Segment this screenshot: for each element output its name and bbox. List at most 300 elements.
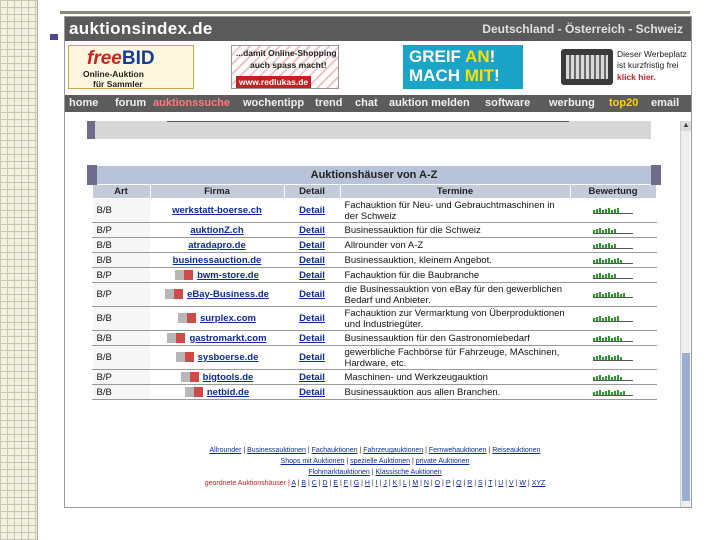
rating-bar (602, 392, 604, 395)
company-logo-icon (167, 333, 185, 343)
rating-bar (623, 391, 625, 395)
cell-bewertung (570, 346, 656, 370)
search-panel-rule (167, 121, 569, 122)
alphabet-link[interactable]: Q (456, 480, 462, 487)
rating-bar (596, 259, 598, 263)
alphabet-link[interactable]: O (434, 480, 441, 487)
company-link[interactable]: businessauction.de (172, 254, 262, 266)
company-logo-icon (176, 352, 194, 362)
nav-chat[interactable]: chat (355, 97, 378, 109)
table-row (92, 385, 656, 400)
company-link[interactable]: bwm-store.de (197, 269, 259, 281)
col-art: Art (92, 185, 150, 199)
rating-bar (602, 210, 604, 213)
footer-link[interactable]: spezielle Auktionen (350, 458, 411, 465)
rating-bar (593, 230, 595, 233)
rating-bar (605, 274, 607, 278)
nav-home[interactable]: home (69, 97, 99, 109)
alphabet-link[interactable]: F (343, 480, 348, 487)
company-logo-icon (175, 270, 193, 280)
cell-termine: Fachauktion zur Vermarktung von Überproduktionen und Industriegüter. (340, 307, 570, 331)
cell-art: B/B (92, 238, 150, 253)
rating-bar (608, 316, 610, 321)
cell-termine: Businessauktion für die Schweiz (340, 223, 570, 238)
cell-firma (150, 268, 284, 283)
rating-bar (617, 292, 619, 297)
rating-bar (599, 375, 601, 380)
rating-bar (605, 209, 607, 213)
rating-bar (617, 208, 619, 213)
rating-bar (623, 293, 625, 297)
footer-link[interactable]: Reiseauktionen (492, 447, 541, 454)
cell-bewertung (570, 331, 656, 346)
alphabet-link[interactable]: R (467, 480, 473, 487)
cell-termine: Businessauktion für den Gastronomiebedarf (340, 331, 570, 346)
rating-bar (593, 275, 595, 278)
cell-detail (284, 199, 340, 223)
nav-wochentipp[interactable]: wochentipp (243, 97, 305, 109)
rating-bar (605, 244, 607, 248)
werbe-link[interactable]: klick hier. (617, 72, 656, 82)
footer-alphabet-label: geordnete Auktionshäuser | (204, 480, 292, 487)
werbe-line1: Dieser Werbeplatz (617, 49, 687, 59)
company-link[interactable]: surplex.com (200, 313, 256, 324)
rating-bar (605, 356, 607, 360)
alphabet-link[interactable]: G (353, 480, 360, 487)
alphabet-link[interactable]: W (519, 480, 526, 487)
rating-bar (593, 294, 595, 297)
rating-bar (608, 243, 610, 248)
rating-bar (605, 293, 607, 297)
cell-bewertung (570, 385, 656, 400)
rating-bar (599, 390, 601, 395)
company-link[interactable]: eBay-Business.de (187, 289, 269, 300)
cell-detail (284, 283, 340, 307)
cell-art: B/B (92, 253, 150, 268)
table-row (92, 199, 656, 223)
cell-firma (150, 346, 284, 370)
table-row (92, 268, 656, 283)
col-firma: Firma (150, 185, 284, 199)
cell-detail (284, 268, 340, 283)
rating-bar (593, 357, 595, 360)
werbe-line2: ist kurzfristig frei (617, 60, 679, 70)
cell-termine: Allrounder von A-Z (340, 238, 570, 253)
detail-link[interactable]: Detail (299, 289, 325, 300)
rating-bar (608, 355, 610, 360)
ad-redlukas[interactable] (231, 45, 339, 89)
footer-link[interactable]: Klassische Auktionen (375, 469, 442, 476)
alphabet-link[interactable]: L (402, 480, 407, 487)
nav-trend[interactable]: trend (315, 97, 343, 109)
rating-bar (602, 260, 604, 263)
cell-bewertung (570, 238, 656, 253)
cell-detail (284, 385, 340, 400)
alphabet-link[interactable]: D (322, 480, 328, 487)
an-word: AN (465, 47, 490, 66)
rating-bars (593, 240, 633, 250)
ad-banner-row (65, 41, 691, 93)
alphabet-link[interactable]: U (498, 480, 504, 487)
cell-termine: gewerbliche Fachbörse für Fahrzeuge, MAschinen, Hardware, etc. (340, 346, 570, 370)
greif-excl: ! (489, 47, 496, 66)
rating-bar (593, 392, 595, 395)
cell-bewertung (570, 268, 656, 283)
rating-bar (593, 245, 595, 248)
rating-bars (593, 255, 633, 265)
detail-link[interactable]: Detail (299, 352, 325, 363)
alphabet-link[interactable]: T (488, 480, 493, 487)
rating-bar (608, 336, 610, 341)
footer-link[interactable]: Fahrzeugauktionen (363, 447, 424, 454)
cell-art: B/B (92, 331, 150, 346)
rating-bar (620, 357, 622, 360)
footer-link[interactable]: Businessauktionen (247, 447, 306, 454)
rating-bar (602, 230, 604, 233)
cell-art: B/P (92, 370, 150, 385)
slide-border-pattern (0, 0, 38, 540)
col-bewertung: Bewertung (570, 185, 656, 199)
cell-firma (150, 283, 284, 307)
cell-art: B/B (92, 199, 150, 223)
cell-detail (284, 331, 340, 346)
website-screenshot (64, 16, 692, 508)
rating-bar (602, 377, 604, 380)
rating-bar (614, 274, 616, 278)
freebid-brand-bid: BID (121, 48, 155, 69)
rating-bar (608, 390, 610, 395)
company-logo-icon (165, 289, 183, 299)
rating-bar (596, 317, 598, 321)
rating-bar (608, 228, 610, 233)
rating-bar (617, 316, 619, 321)
rating-bar (605, 391, 607, 395)
freebid-brand-free: free (87, 48, 122, 69)
rating-bar (596, 244, 598, 248)
rating-bar (599, 243, 601, 248)
rating-bar (611, 230, 613, 233)
cell-termine: Fachauktion für die Baubranche (340, 268, 570, 283)
table-row (92, 283, 656, 307)
scrollbar[interactable] (680, 121, 690, 508)
nav-forum[interactable]: forum (115, 97, 147, 109)
cell-detail (284, 370, 340, 385)
site-header (65, 17, 691, 41)
site-countries: Deutschland - Österreich - Schweiz (482, 22, 683, 36)
rating-bar (614, 376, 616, 380)
cell-detail (284, 253, 340, 268)
detail-link[interactable]: Detail (299, 313, 325, 324)
alphabet-link[interactable]: N (423, 480, 429, 487)
rating-bar (611, 210, 613, 213)
mit-word: MIT (464, 66, 494, 85)
footer-line-flohmarkt: Flohmarktauktionen | Klassische Auktionen (308, 469, 442, 476)
rating-bar (602, 357, 604, 360)
cell-termine: Businessauktion aus allen Branchen. (340, 385, 570, 400)
alphabet-link[interactable]: E (333, 480, 338, 487)
company-logo-icon (185, 387, 203, 397)
rating-bar (599, 316, 601, 321)
cell-bewertung (570, 199, 656, 223)
cell-detail (284, 346, 340, 370)
rating-bar (614, 337, 616, 341)
table-row (92, 346, 656, 370)
rating-bar (608, 375, 610, 380)
rating-bar (593, 377, 595, 380)
rating-bar (608, 292, 610, 297)
footer-link[interactable]: Allrounder (209, 447, 242, 454)
site-logo[interactable]: auktionsindex.de (69, 19, 213, 38)
rating-bar (599, 208, 601, 213)
table-title: Auktionshäuser von A-Z (92, 166, 656, 185)
rating-bar (599, 292, 601, 297)
rating-bar (605, 229, 607, 233)
main-nav (65, 95, 691, 112)
rating-bar (599, 355, 601, 360)
rating-bar (596, 274, 598, 278)
rating-bar (608, 273, 610, 278)
rating-bar (596, 356, 598, 360)
detail-link[interactable]: Detail (299, 205, 325, 216)
nav-auktion-melden[interactable]: auktion melden (389, 97, 470, 109)
rating-bar (617, 258, 619, 263)
rating-bar (596, 391, 598, 395)
alphabet-link[interactable]: V (508, 480, 514, 487)
alphabet-link[interactable]: S (478, 480, 483, 487)
detail-link[interactable]: Detail (299, 239, 325, 251)
alphabet-link[interactable]: I (375, 480, 378, 487)
rating-bar (596, 337, 598, 341)
company-link[interactable]: gastromarkt.com (189, 332, 267, 344)
rating-bar (620, 294, 622, 297)
cell-termine: Maschinen- und Werkzeugauktion (340, 370, 570, 385)
alphabet-link[interactable]: K (392, 480, 398, 487)
footer-line-shops: Shops mit Auktionen | spezielle Auktionen | private Auktionen (280, 458, 470, 465)
ad-freebid[interactable] (68, 45, 194, 89)
cell-art: B/P (92, 268, 150, 283)
rating-bar (599, 336, 601, 341)
table-row (92, 253, 656, 268)
detail-link[interactable]: Detail (299, 269, 325, 281)
cell-bewertung (570, 223, 656, 238)
rating-bar (602, 318, 604, 321)
rating-bars (593, 225, 633, 235)
rating-bar (614, 244, 616, 248)
cell-firma (150, 385, 284, 400)
category-footer (145, 445, 605, 489)
alphabet-link[interactable]: XYZ (531, 480, 546, 487)
cell-termine: die Businessauktion von eBay für den gewerblichen Bedarf und Anbieter. (340, 283, 570, 307)
freebid-line1: Online-Auktion (83, 69, 144, 79)
rating-bar (620, 338, 622, 341)
table-row (92, 238, 656, 253)
cell-bewertung (570, 253, 656, 268)
rating-bar (617, 336, 619, 341)
rating-bar (617, 375, 619, 380)
rating-bar (593, 318, 595, 321)
rating-bar (614, 229, 616, 233)
cell-termine: Businessauktion, kleinem Angebot. (340, 253, 570, 268)
rating-bar (611, 318, 613, 321)
company-logo-icon (181, 372, 199, 382)
cell-firma (150, 331, 284, 346)
table-row (92, 307, 656, 331)
slide-top-rule (60, 11, 690, 14)
alphabet-link[interactable]: J (383, 480, 387, 487)
rating-bar (605, 337, 607, 341)
company-link[interactable]: bigtools.de (202, 371, 254, 383)
cell-bewertung (570, 307, 656, 331)
cell-firma (150, 223, 284, 238)
mach-word: MACH (409, 66, 465, 85)
footer-link[interactable]: Flohmarktauktionen (308, 469, 370, 476)
rating-bar (599, 273, 601, 278)
rating-bar (620, 377, 622, 380)
rating-bar (593, 338, 595, 341)
rating-bars (593, 333, 633, 343)
redlukas-line1: ...damit Online-Shopping (236, 48, 337, 58)
auction-houses-table (87, 165, 661, 400)
cell-art: B/P (92, 283, 150, 307)
rating-bars (593, 289, 633, 299)
rating-bar (611, 357, 613, 360)
cell-bewertung (570, 370, 656, 385)
table-row (92, 331, 656, 346)
cell-bewertung (570, 283, 656, 307)
rating-bars (593, 270, 633, 280)
rating-bar (614, 259, 616, 263)
slide-bullet (50, 34, 58, 40)
rating-bar (605, 259, 607, 263)
rating-bar (614, 293, 616, 297)
alphabet-link[interactable]: P (445, 480, 451, 487)
rating-bar (599, 258, 601, 263)
rating-bar (611, 294, 613, 297)
company-link[interactable]: netbid.de (206, 386, 250, 398)
cell-detail (284, 238, 340, 253)
tool-case-icon (561, 49, 613, 85)
rating-bar (614, 317, 616, 321)
rating-bars (593, 352, 633, 362)
rating-bar (608, 258, 610, 263)
redlukas-url: www.redlukas.de (236, 76, 311, 88)
rating-bar (602, 294, 604, 297)
cell-detail (284, 307, 340, 331)
nav-auktionssuche[interactable]: auktionssuche (153, 97, 231, 109)
ad-werbeplatz[interactable] (559, 45, 687, 89)
footer-link[interactable]: Shops mit Auktionen (280, 458, 345, 465)
rating-bars (593, 313, 633, 323)
company-link[interactable]: atradapro.de (188, 239, 246, 251)
rating-bar (602, 275, 604, 278)
footer-line-categories: Allrounder | Businessauktionen | Fachauktionen | Fahrzeugauktionen | Fernwehauktionen | Reiseauktionen (209, 447, 541, 454)
nav-email[interactable]: email (651, 97, 680, 109)
col-detail: Detail (284, 185, 340, 199)
rating-bar (593, 210, 595, 213)
cell-firma (150, 253, 284, 268)
rating-bar (602, 245, 604, 248)
cell-termine: Fachauktion für Neu- und Gebrauchtmaschinen in der Schweiz (340, 199, 570, 223)
rating-bar (617, 390, 619, 395)
rating-bar (611, 338, 613, 341)
nav-software[interactable]: software (485, 97, 531, 109)
footer-line-alphabet: geordnete Auktionshäuser | A | B | C | D | E | F | G | H | I | J | K | L | M | N | O | P | Q | R | S | T | U | V | W | XYZ (204, 480, 546, 487)
table-row (92, 370, 656, 385)
rating-bar (611, 377, 613, 380)
mach-excl: ! (494, 66, 500, 85)
alphabet-link[interactable]: C (311, 480, 317, 487)
detail-link[interactable]: Detail (299, 254, 325, 266)
company-link[interactable]: werkstatt-boerse.ch (172, 205, 262, 216)
cell-firma (150, 199, 284, 223)
detail-link[interactable]: Detail (299, 386, 325, 398)
rating-bar (596, 209, 598, 213)
rating-bars (593, 387, 633, 397)
rating-bar (605, 376, 607, 380)
rating-bar (593, 260, 595, 263)
alphabet-link[interactable]: H (364, 480, 370, 487)
cell-art: B/B (92, 385, 150, 400)
cell-art: B/B (92, 346, 150, 370)
detail-link[interactable]: Detail (299, 332, 325, 344)
table-row (92, 223, 656, 238)
cell-firma (150, 238, 284, 253)
scroll-up-arrow-icon[interactable]: ▲ (682, 122, 690, 129)
nav-werbung[interactable]: werbung (549, 97, 595, 109)
ad-greif-an[interactable] (403, 45, 523, 89)
cell-firma (150, 307, 284, 331)
footer-link[interactable]: Fernwehauktionen (428, 447, 487, 454)
cell-art: B/P (92, 223, 150, 238)
rating-bar (596, 293, 598, 297)
rating-bar (605, 317, 607, 321)
search-panel (87, 121, 651, 139)
company-logo-icon (178, 313, 196, 323)
alphabet-link[interactable]: M (412, 480, 419, 487)
company-link[interactable]: auktionZ.ch (190, 224, 244, 236)
company-link[interactable]: sysboerse.de (197, 352, 259, 363)
rating-bars (593, 205, 633, 215)
detail-link[interactable]: Detail (299, 371, 325, 383)
rating-bar (602, 338, 604, 341)
rating-bar (611, 392, 613, 395)
cell-detail (284, 223, 340, 238)
alphabet-link[interactable]: B (301, 480, 307, 487)
cell-art: B/B (92, 307, 150, 331)
nav-top20[interactable]: top20 (609, 97, 639, 109)
detail-link[interactable]: Detail (299, 224, 325, 236)
rating-bar (596, 376, 598, 380)
rating-bar (599, 228, 601, 233)
rating-bar (611, 245, 613, 248)
rating-bar (611, 260, 613, 263)
footer-link[interactable]: private Auktionen (415, 458, 470, 465)
footer-link[interactable]: Fachauktionen (311, 447, 358, 454)
col-termine: Termine (340, 185, 570, 199)
rating-bars (593, 372, 633, 382)
rating-bar (614, 356, 616, 360)
cell-firma (150, 370, 284, 385)
rating-bar (617, 355, 619, 360)
alphabet-link[interactable]: A (291, 480, 296, 487)
freebid-line2: für Sammler (93, 79, 143, 89)
rating-bar (596, 229, 598, 233)
rating-bar (611, 275, 613, 278)
greif-word: GREIF (409, 47, 466, 66)
scroll-thumb[interactable] (682, 353, 690, 501)
rating-bar (614, 391, 616, 395)
rating-bar (614, 209, 616, 213)
